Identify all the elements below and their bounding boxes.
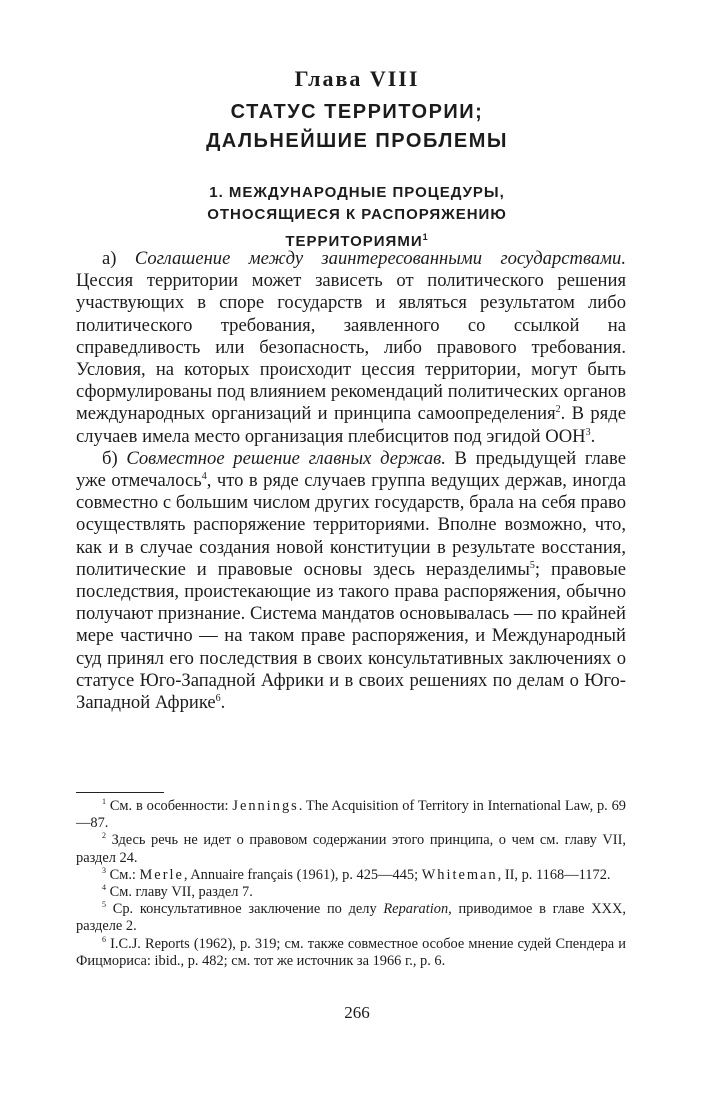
footnote-2 — [76, 832, 626, 866]
footnote-1-post: . The Acquisition of Territory in International Law, p. 69—87. — [76, 798, 626, 832]
footnote-1 — [76, 798, 626, 832]
footnote-3 — [76, 867, 626, 884]
paragraph-a-text-3: . — [590, 425, 596, 447]
footnote-ref-3[interactable]: 3 — [585, 426, 591, 438]
paragraph-a-lead: а) — [102, 248, 135, 269]
chapter-title-line-1: СТАТУС ТЕРРИТОРИИ; — [230, 101, 484, 123]
footnote-number: 5 — [102, 900, 106, 910]
footnote-ref-6[interactable]: 6 — [215, 692, 221, 704]
footnote-3-author-1: Merle — [139, 866, 184, 883]
footnote-5 — [76, 901, 626, 935]
footnote-number: 6 — [102, 934, 106, 944]
chapter-title-line-2: ДАЛЬНЕЙШИЕ ПРОБЛЕМЫ — [206, 130, 508, 152]
footnote-4 — [76, 884, 626, 901]
footnote-number: 4 — [102, 883, 106, 893]
footnote-2-text: Здесь речь не идет о правовом содержании этого принципа, о чем см. главу VII, раздел 24. — [76, 832, 626, 866]
footnote-5-post: , приводимое в главе XXX, разделе 2. — [76, 901, 626, 935]
footnote-3-post: , II, p. 1168—1172. — [497, 866, 611, 883]
section-heading-line-2: ОТНОСЯЩИЕСЯ К РАСПОРЯЖЕНИЮ — [207, 206, 507, 223]
footnote-1-author: Jennings — [232, 798, 299, 814]
paragraph-a — [76, 248, 626, 448]
footnote-6 — [76, 936, 626, 970]
footnote-ref-4[interactable]: 4 — [201, 470, 207, 482]
paragraph-b-text-2: , что в ряде случаев группа ведущих держав, иногда совместно с большим числом других государств, брала на себя право осуществлять распоряжение территориями. Вполне возможно, что, как и в случае создания новой конституции в результате восстания, политические и правовые основы здесь неразделимы — [76, 470, 626, 580]
footnote-1-pre: См. в особенности: — [109, 798, 233, 814]
section-heading-line-1: 1. МЕЖДУНАРОДНЫЕ ПРОЦЕДУРЫ, — [209, 184, 505, 201]
paragraph-b-lead: б) — [102, 447, 127, 469]
body-text — [76, 248, 626, 714]
footnote-3-pre: См.: — [109, 866, 140, 883]
footnote-number: 2 — [102, 831, 106, 841]
section-heading-line-3-text: ТЕРРИТОРИЯМИ — [285, 233, 423, 250]
footnote-5-case: Reparation — [383, 901, 449, 918]
footnote-ref-5[interactable]: 5 — [529, 559, 535, 571]
footnote-ref-1[interactable]: 1 — [422, 232, 429, 242]
paragraph-a-text-1: Цессия территории может зависеть от политического решения участвующих в споре государств и являться результатом либо политического требования, заявленного со ссылкой на справедливость или безопасность, либо правового требования. Условия, на которых происходит цессия территории, могут быть сформулированы под влиянием рекомендаций политических органов международных организаций и принципа самоопределения — [76, 270, 626, 425]
footnote-divider — [76, 792, 164, 793]
page-number: 266 — [344, 1003, 370, 1022]
paragraph-b-title: Совместное решение главных держав. — [126, 447, 446, 469]
footnote-number: 3 — [102, 866, 106, 876]
paragraph-b — [76, 448, 626, 714]
footnote-5-pre: Ср. консультативное заключение по делу — [112, 901, 384, 918]
paragraph-a-text-2: . В ряде случаев имела место организация плебисцитов под эгидой ООН — [76, 403, 626, 447]
footnote-3-author-2: Whiteman — [421, 866, 498, 883]
paragraph-b-text-4: . — [220, 692, 226, 714]
paragraph-b-text-1: В предыдущей главе уже отмечалось — [76, 447, 626, 492]
footnote-3-mid: , Annuaire français (1961), p. 425—445; — [183, 866, 422, 883]
footnote-6-text: I.C.J. Reports (1962), p. 319; см. также совместное особое мнение судей Спендера и Фицмориса: ibid., p. 482; см. тот же источник за 1966 г., p. 6. — [76, 935, 626, 969]
footnotes — [76, 798, 626, 970]
footnote-ref-2[interactable]: 2 — [555, 404, 561, 416]
chapter-title — [0, 98, 714, 156]
section-heading — [0, 182, 714, 253]
paragraph-b-text-3: ; правовые последствия, проистекающие из такого права распоряжения, обычно получают признание. Система мандатов основывалась — по крайней мере частично — на таком праве распоряжения, и Международный суд принял его последствия в своих консультативных заключениях о статусе Юго-Западной Африки и в своих решениях по делам о Юго-Западной Африке — [76, 558, 626, 714]
chapter-label: Глава VIII — [294, 66, 420, 91]
paragraph-a-title: Соглашение между заинтересованными государствами. — [134, 248, 626, 269]
footnote-4-text: См. главу VII, раздел 7. — [109, 884, 253, 901]
footnote-number: 1 — [102, 797, 106, 807]
